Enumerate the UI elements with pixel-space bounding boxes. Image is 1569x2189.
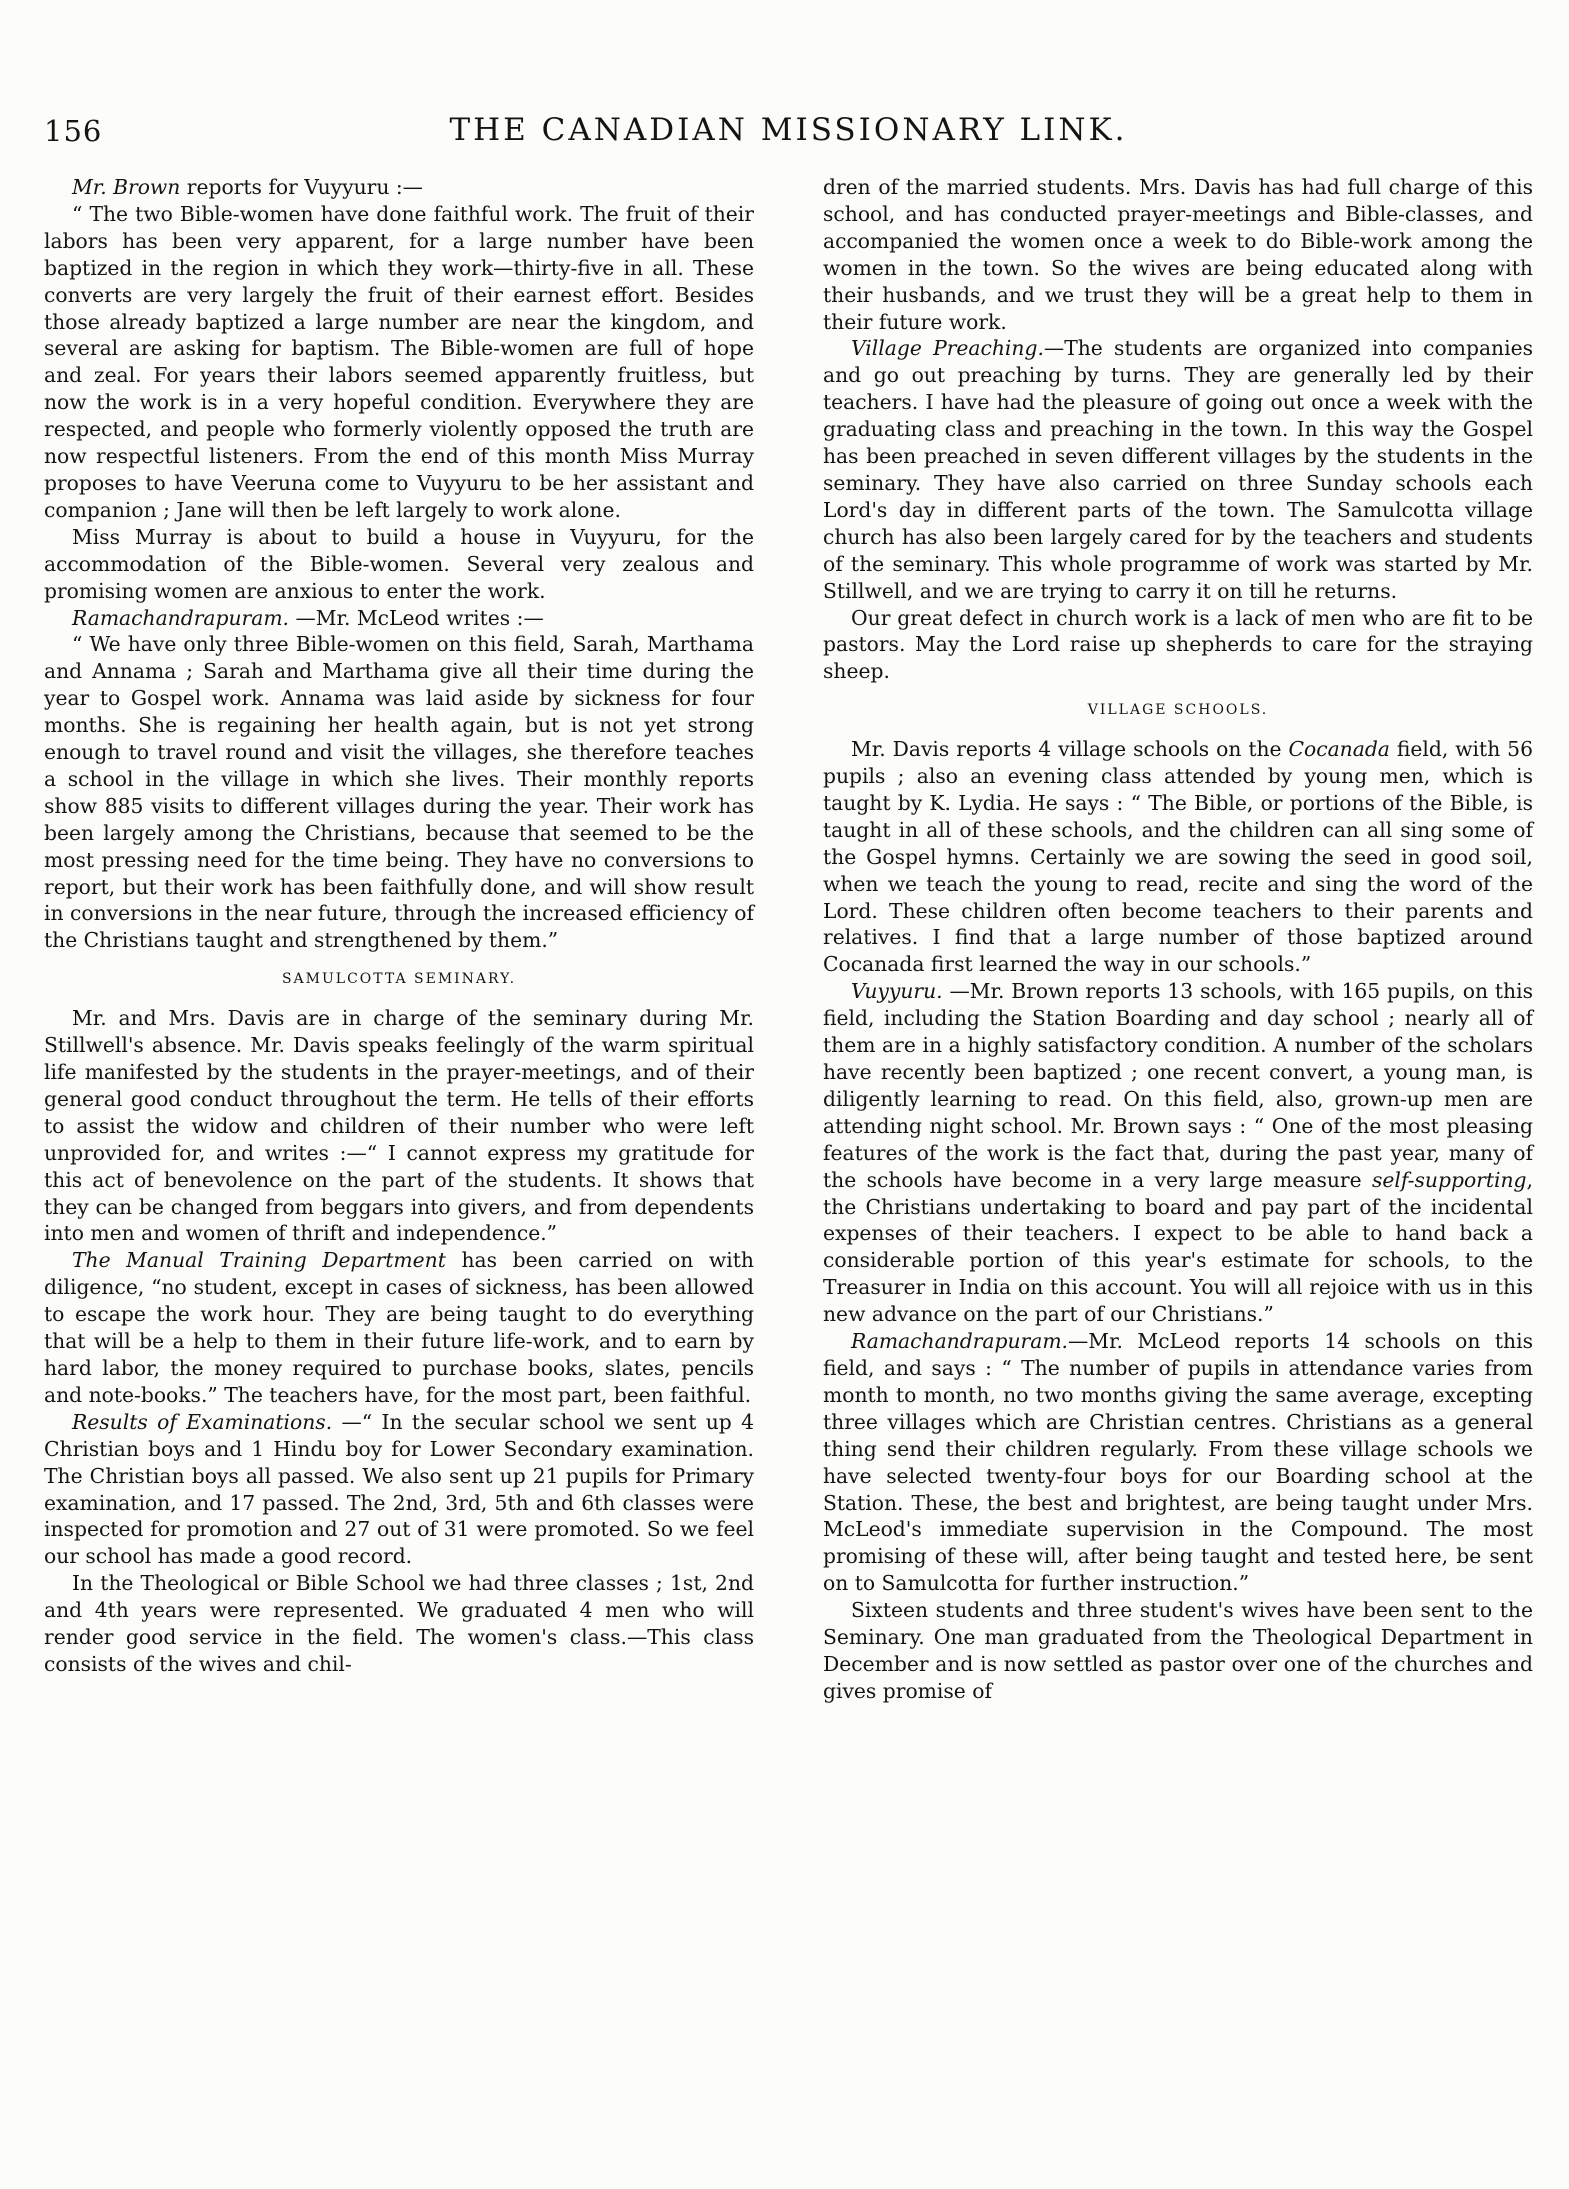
paragraph [823, 1328, 1533, 1597]
section-heading: VILLAGE SCHOOLS. [1087, 702, 1269, 719]
italic-lead: Ramachandrapuram. [851, 1329, 1069, 1354]
paragraph: Miss Murray is about to build a house in Vuyyuru, for the accommodation of the Bible-women. Several very zealous and promising women are anxious to enter the work. [44, 524, 754, 603]
paragraph-text: —Mr. Brown reports 13 schools, with 165 pupils, on this field, including the Station Boarding and day school ; nearly all of them are in a highly satisfactory condition. A number of the scholars have recently been baptized ; one recent convert, a young man, is diligently learning to read. On this field, also, grown-up men are attending night school. Mr. Brown says : “ One of the most pleasing features of the work is the fact that, during the past year, many of the schools have become in a very large measure [823, 979, 1533, 1192]
italic-word: self-supporting [1371, 1167, 1527, 1192]
italic-lead: Mr. Brown [72, 175, 181, 199]
paragraph [823, 335, 1533, 604]
paragraph [44, 605, 754, 632]
italic-lead: Vuyyuru. [851, 979, 943, 1004]
paragraph-text: —Mr. McLeod reports 14 schools on this field, and says : “ The number of pupils in attendance varies from month to month, no two months giving the same average, excepting three villages which are Christian centres. Christians as a general thing send their children regularly. From these village schools we have selected twenty-four boys for our Boarding school at the Station. These, the best and brightest, are being taught under Mrs. McLeod's immediate supervision in the Compound. The most promising of these will, after being taught and tested here, be sent on to Samulcotta for further instruction.” [823, 1329, 1533, 1596]
italic-word: Cocanada [1288, 737, 1390, 762]
left-column [44, 174, 754, 1705]
paragraph-text: —Mr. McLeod writes :— [289, 605, 544, 630]
paragraph [823, 978, 1533, 1328]
section-heading: SAMULCOTTA SEMINARY. [281, 971, 517, 988]
journal-title: THE CANADIAN MISSIONARY LINK. [449, 112, 1128, 148]
paragraph-text: —The students are organized into companies and go out preaching by turns. They are generally led by their teachers. I have had the pleasure of going out once a week with the graduating class and preaching in the town. In this way the Gospel has been preached in seven different villages by the students in the seminary. They have also carried on three Sunday schools each Lord's day in different parts of the town. The Samulcotta village church has also been largely cared for by the teachers and students of the seminary. This whole programme of work was started by Mr. Stillwell, and we are trying to carry it on till he returns. [823, 336, 1533, 603]
paragraph: “ The two Bible-women have done faithful work. The fruit of their labors has been very apparent, for a large number have been baptized in the region in which they work—thirty-five in all. These converts are very largely the fruit of their earnest effort. Besides those already baptized a large number are near the kingdom, and several are asking for baptism. The Bible-women are full of hope and zeal. For years their labors seemed apparently fruitless, but now the work is in a very hopeful condition. Everywhere they are respected, and people who formerly violently opposed the truth are now respectful listeners. From the end of this month Miss Murray proposes to have Veeruna come to Vuyyuru to be her assistant and companion ; Jane will then be left largely to work alone. [44, 201, 754, 522]
paragraph: Sixteen students and three student's wives have been sent to the Seminary. One man graduated from the Theological Department in December and is now settled as pastor over one of the churches and gives promise of [823, 1598, 1533, 1703]
paragraph [44, 1247, 754, 1408]
paragraph-text: —“ In the secular school we sent up 4 Christian boys and 1 Hindu boy for Lower Secondary examination. The Christian boys all passed. We also sent up 21 pupils for Primary examination, and 17 passed. The 2nd, 3rd, 5th and 6th classes were inspected for promotion and 27 out of 31 were promoted. So we feel our school has made a good record. [44, 1409, 754, 1569]
italic-lead: Results of Examinations. [72, 1409, 333, 1434]
paragraph [823, 736, 1533, 978]
paragraph [44, 1409, 754, 1570]
page-header [44, 108, 1533, 164]
italic-lead: The Manual Training Department [72, 1248, 446, 1273]
paragraph-text: reports for Vuyyuru :— [180, 175, 423, 199]
italic-lead: Ramachandrapuram. [72, 605, 290, 630]
paragraph: Our great defect in church work is a lack of men who are fit to be pastors. May the Lord raise up shepherds to care for the straying sheep. [823, 605, 1533, 684]
page-number: 156 [44, 114, 103, 148]
paragraph-text: has been carried on with diligence, “no student, except in cases of sickness, has been allowed to escape the work hour. They are being taught to do everything that will be a help to them in their future life-work, and to earn by hard labor, the money required to purchase books, slates, pencils and note-books.” The teachers have, for the most part, been faithful. [44, 1248, 754, 1407]
paragraph: dren of the married students. Mrs. Davis has had full charge of this school, and has conducted prayer-meetings and Bible-classes, and accompanied the women once a week to do Bible-work among the women in the town. So the wives are being educated along with their husbands, and we trust they will be a great help to them in their future work. [823, 175, 1533, 334]
right-column [823, 174, 1533, 1705]
paragraph-text: , the Christians undertaking to board and pay part of the incidental expenses of their teachers. I expect to be able to hand back a considerable portion of this year's estimate for schools, to the Treasurer in India on this account. You will all rejoice with us in this new advance on the part of our Christians.” [823, 1167, 1533, 1327]
paragraph-text: field, with 56 pupils ; also an evening class attended by young men, which is taught by K. Lydia. He says : “ The Bible, or portions of the Bible, is taught in all of these schools, and the children can all sing some of the Gospel hymns. Certainly we are sowing the seed in good soil, when we teach the young to read, recite and sing the word of the Lord. These children often become teachers to their parents and relatives. I find that a large number of those baptized around Cocanada first learned the way in our schools.” [823, 737, 1533, 977]
paragraph: Mr. and Mrs. Davis are in charge of the seminary during Mr. Stillwell's absence. Mr. Davis speaks feelingly of the warm spiritual life manifested by the students in the prayer-meetings, and of their general good conduct throughout the term. He tells of their efforts to assist the widow and children of their number who were left unprovided for, and writes :—“ I cannot express my gratitude for this act of benevolence on the part of the students. It shows that they can be changed from beggars into givers, and from dependents into men and women of thrift and independence.” [44, 1006, 754, 1246]
paragraph: In the Theological or Bible School we had three classes ; 1st, 2nd and 4th years were represented. We graduated 4 men who will render good service in the field. The women's class.—This class consists of the wives and chil- [44, 1571, 754, 1676]
paragraph-text: Mr. Davis reports 4 village schools on the [851, 737, 1289, 762]
paragraph [44, 174, 754, 201]
italic-lead: Village Preaching. [851, 336, 1044, 361]
paragraph: “ We have only three Bible-women on this field, Sarah, Marthama and Annama ; Sarah and Marthama give all their time during the year to Gospel work. Annama was laid aside by sickness for four months. She is regaining her health again, but is not yet strong enough to travel round and visit the villages, she therefore teaches a school in the village in which she lives. Their monthly reports show 885 visits to different villages during the year. Their work has been largely among the Christians, because that seemed to be the most pressing need for the time being. They have no conversions to report, but their work has been faithfully done, and will show result in conversions in the near future, through the increased efficiency of the Christians taught and strengthened by them.” [44, 632, 754, 953]
text-columns [44, 174, 1533, 1705]
